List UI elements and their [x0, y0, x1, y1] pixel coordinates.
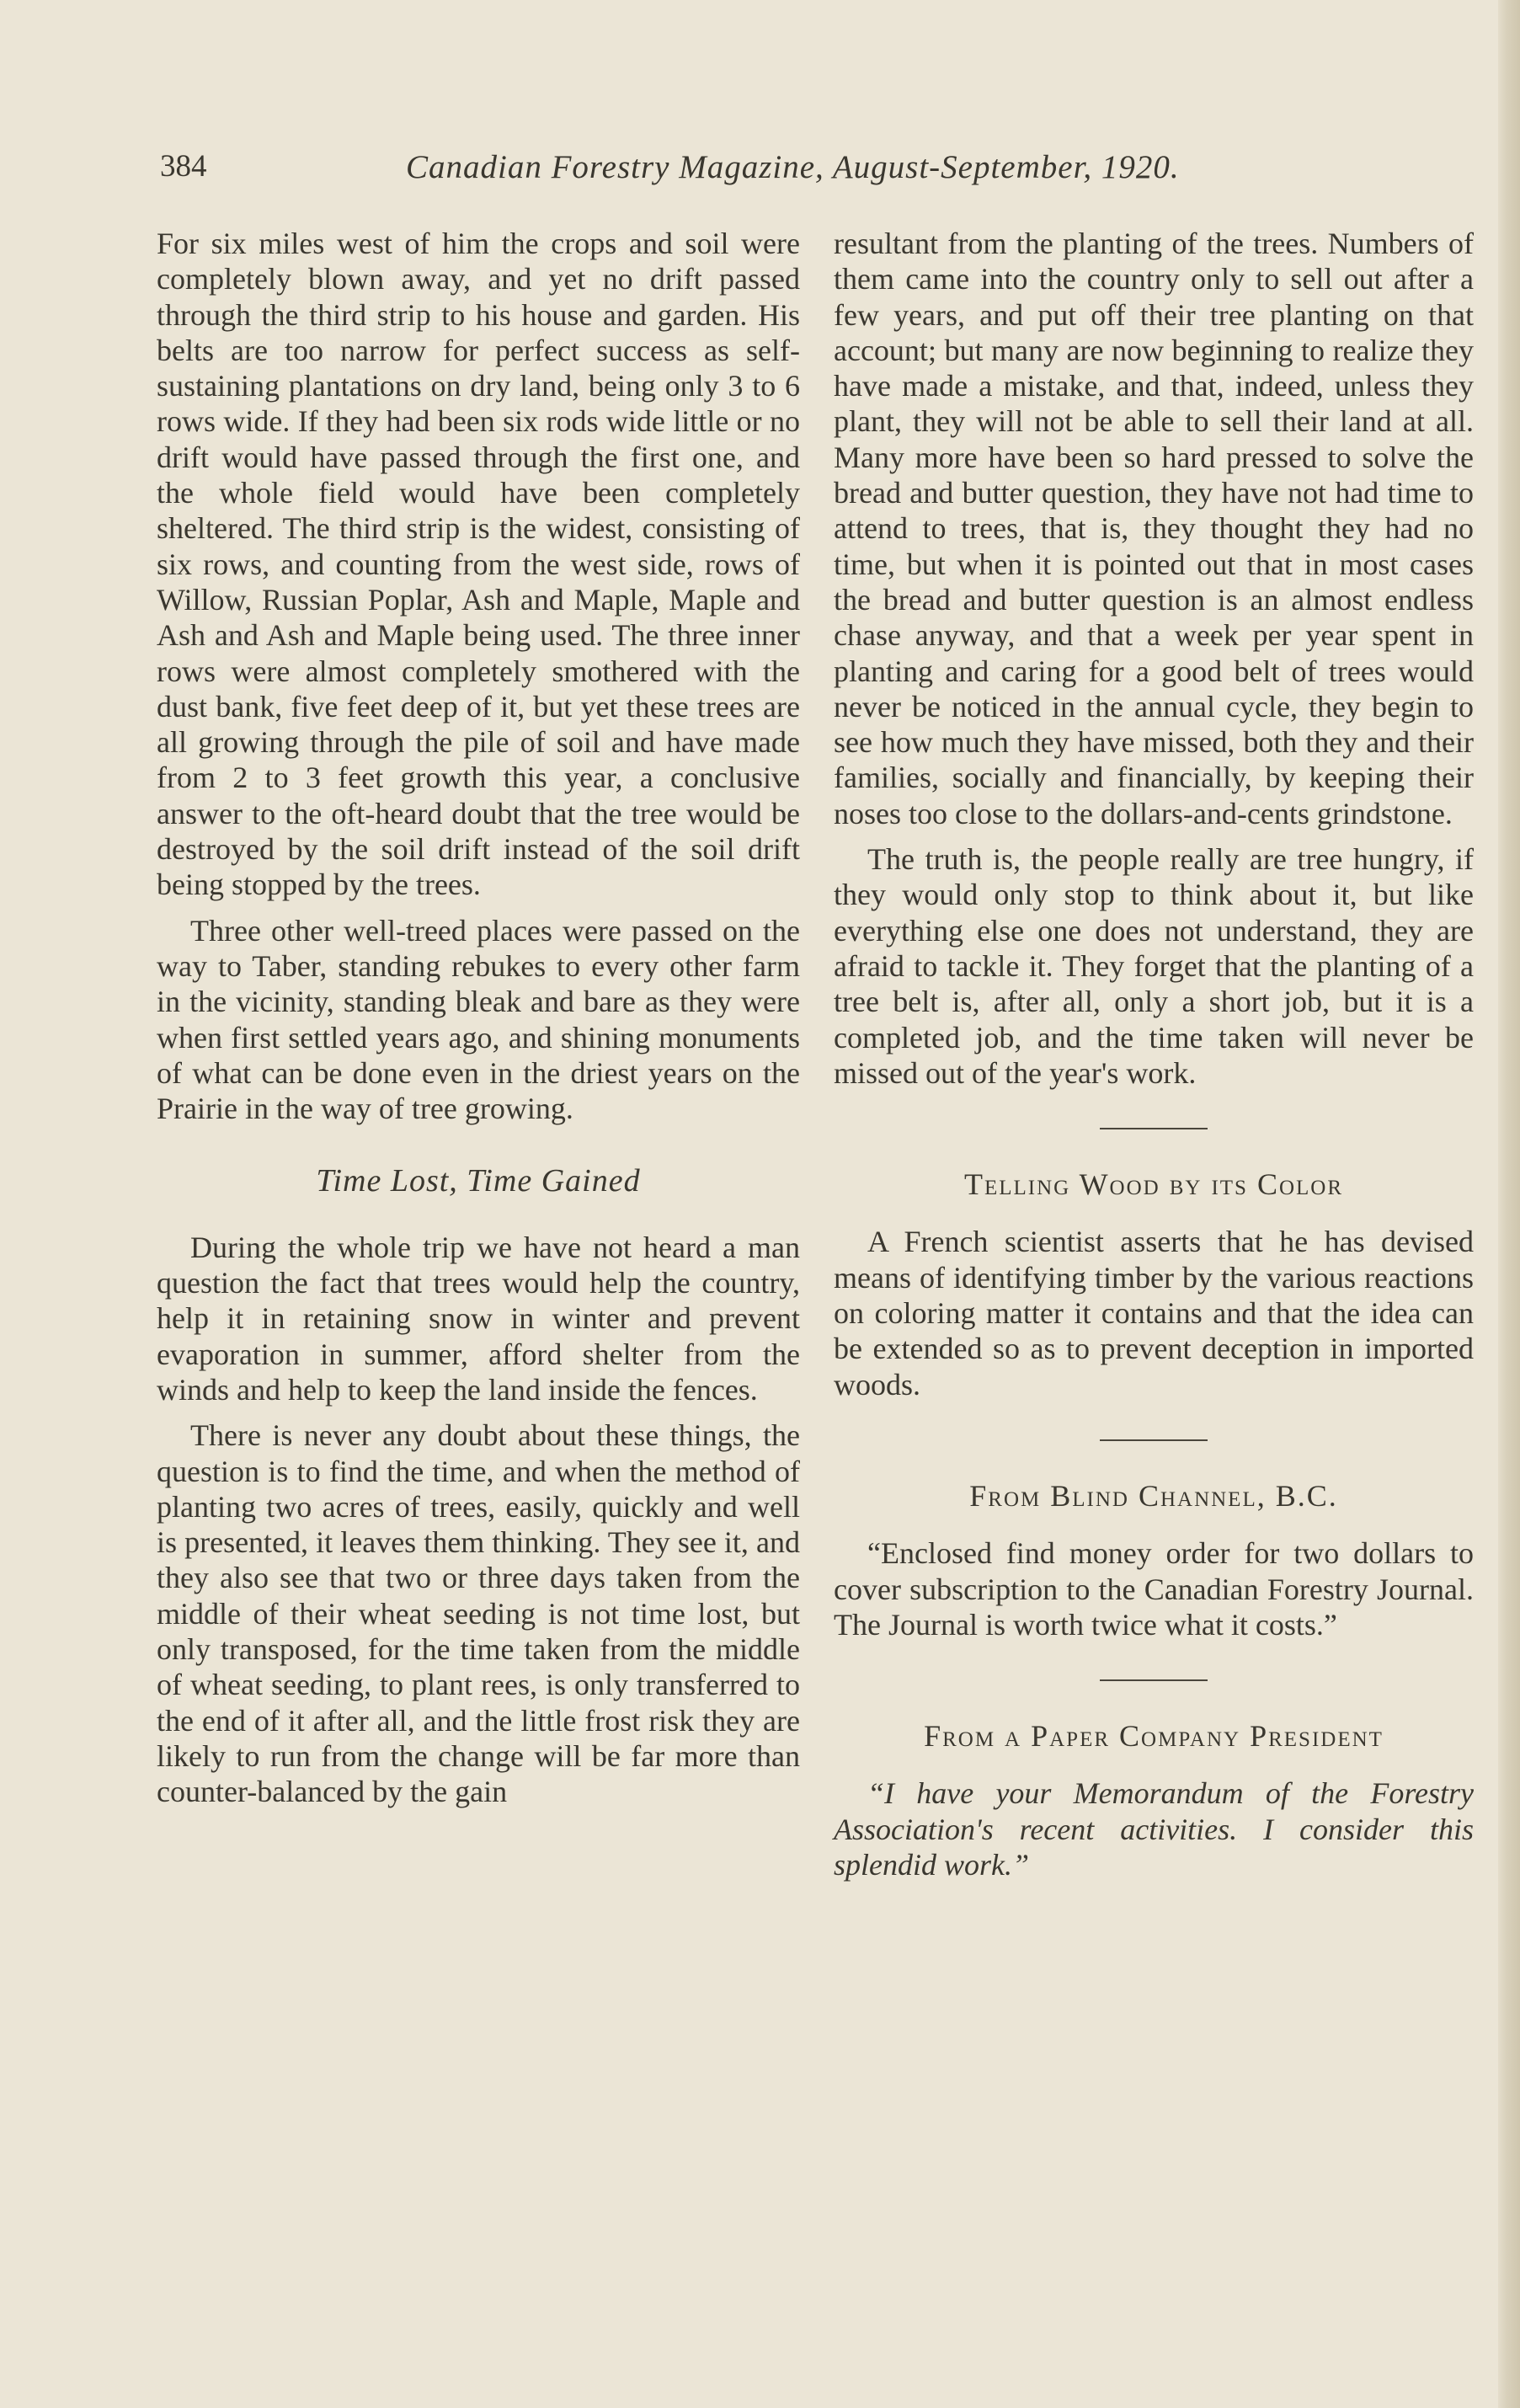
page-header: [160, 148, 1288, 195]
paragraph: During the whole trip we have not heard a man question the fact that trees would help the country, help it in retaining snow in winter and prevent evaporation in summer, afford shelter from the winds and help to keep the land inside the fences.: [157, 1230, 800, 1407]
paragraph: Three other well-treed places were passed on the way to Taber, standing rebukes to every other farm in the vicinity, standing bleak and bare as they were when first settled years ago, and shining monuments of what can be done even in the driest years on the Prairie in the way of tree growing.: [157, 913, 800, 1126]
section-divider: [1100, 1679, 1208, 1681]
left-column: [157, 226, 800, 1819]
section-heading-blind-channel: From Blind Channel, B.C.: [969, 1478, 1338, 1513]
section-heading-time-lost: Time Lost, Time Gained: [316, 1163, 641, 1199]
right-column: [834, 226, 1474, 1893]
section-heading-paper-company: From a Paper Company President: [924, 1719, 1384, 1754]
paragraph: For six miles west of him the crops and soil were completely blown away, and yet no drift passed through the third strip to his house and garden. His belts are too narrow for perfect success as self-sustaining plantations on dry land, being only 3 to 6 rows wide. If they had been six rods wide little or no drift would have passed through the first one, and the whole field would have been completely sheltered. The third strip is the widest, consisting of six rows, and counting from the west side, rows of Willow, Russian Poplar, Ash and Maple, Maple and Ash and Ash and Maple being used. The three inner rows were almost completely smothered with the dust bank, five feet deep of it, but yet these trees are all growing through the pile of soil and have made from 2 to 3 feet growth this year, a conclusive answer to the oft-heard doubt that the tree would be destroyed by the soil drift instead of the soil drift being stopped by the trees.: [157, 227, 800, 902]
section-divider: [1100, 1128, 1208, 1129]
paragraph: There is never any doubt about these things, the question is to find the time, and when the method of planting two acres of trees, easily, quickly and well is presented, it leaves them thinking. They see it, and they also see that two or three days taken from the middle of their wheat seeding is not time lost, but only transposed, for the time taken from the middle of wheat seeding, to plant rees, is only transferred to the end of it after all, and the little frost risk they are likely to run from the change will be far more than counter-balanced by the gain: [157, 1418, 800, 1809]
running-head: Canadian Forestry Magazine, August-September, 1920.: [406, 149, 1180, 185]
section-heading-telling-wood: Telling Wood by its Color: [963, 1167, 1344, 1202]
paragraph: A French scientist asserts that he has devised means of identifying timber by the various reactions on coloring matter it contains and that the idea can be extended so as to prevent deception in imported woods.: [834, 1225, 1474, 1402]
paragraph: resultant from the planting of the trees. Numbers of them came into the country only to sell out after a few years, and put off their tree planting on that account; but many are now beginning to realize they have made a mistake, and that, indeed, unless they plant, they will not be able to sell their land at all. Many more have been so hard pressed to solve the bread and butter question, they have not had time to attend to trees, that is, they thought they had no time, but when it is pointed out that in most cases the bread and butter question is an almost endless chase anyway, and that a week per year spent in planting and caring for a good belt of trees would never be noticed in the annual cycle, they begin to see how much they have missed, both they and their families, socially and financially, by keeping their noses too close to the dollars-and-cents grindstone.: [834, 227, 1474, 830]
page-edge: [1498, 0, 1520, 2408]
section-divider: [1100, 1439, 1208, 1441]
quote-paragraph: “I have your Memorandum of the Forestry Association's recent activities. I consider this splendid work.”: [834, 1776, 1474, 1882]
page-number: 384: [160, 149, 207, 184]
paragraph: The truth is, the people really are tree hungry, if they would only stop to think about it, but like everything else one does not understand, they are afraid to tackle it. They forget that the planting of a tree belt is, after all, only a short job, but it is a completed job, and the time taken will never be missed out of the year's work.: [834, 842, 1474, 1090]
quote-paragraph: “Enclosed find money order for two dollars to cover subscription to the Canadian Forestry Journal. The Journal is worth twice what it costs.”: [834, 1536, 1474, 1642]
